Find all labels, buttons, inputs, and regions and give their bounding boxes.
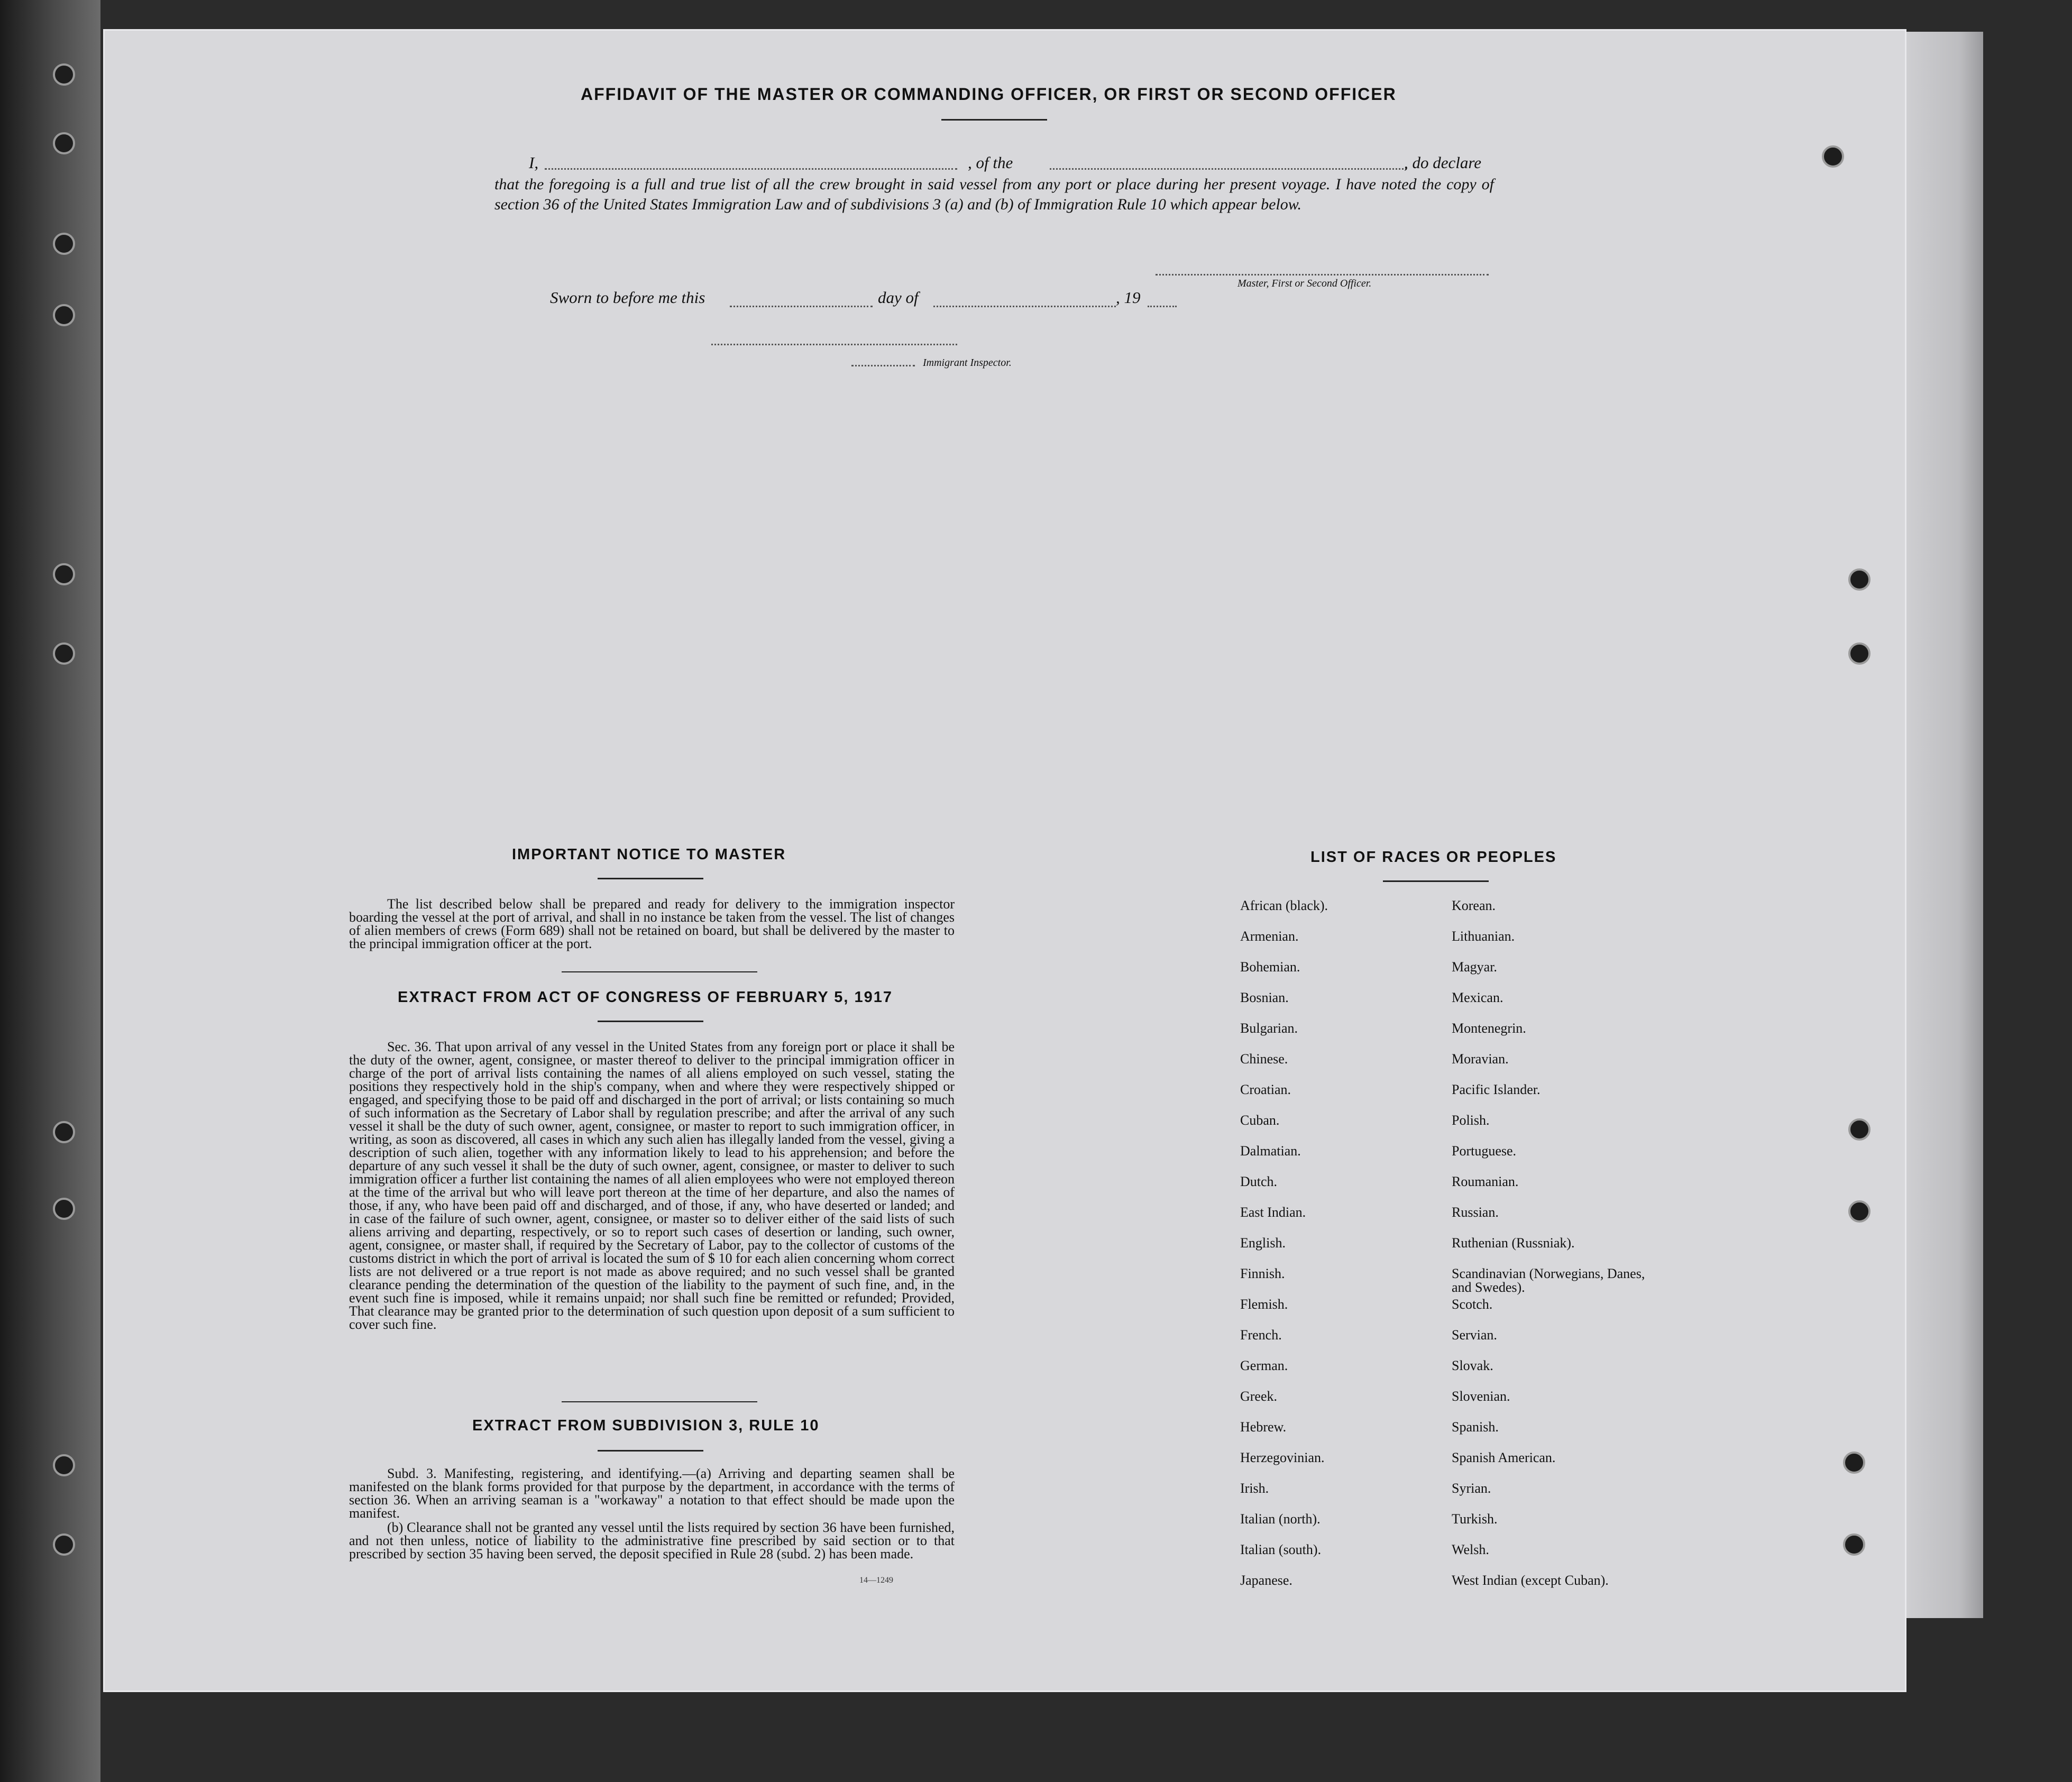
act-extract-divider <box>562 1401 757 1402</box>
race-entry: Bosnian. <box>1240 990 1289 1005</box>
affidavit-title-rule <box>941 119 1047 121</box>
vessel-blank <box>1050 168 1407 170</box>
race-entry: West Indian (except Cuban). <box>1452 1573 1609 1588</box>
sworn-day-blank <box>730 306 873 307</box>
affidavit-text: that the foregoing is a full and true list of all the crew brought in said vessel from any port or place during her present voyage. I have noted the copy of section 36 of the United States Immigration Law and of subdivisions 3 (a) and (b) of Immigration Rule 10 which appear below. <box>494 176 1494 213</box>
race-entry: Russian. <box>1452 1205 1499 1220</box>
race-entry: East Indian. <box>1240 1205 1306 1220</box>
race-entry: Montenegrin. <box>1452 1021 1526 1036</box>
scan-left-edge <box>0 0 100 1782</box>
sworn-month-blank <box>933 306 1116 307</box>
race-entry: Armenian. <box>1240 929 1299 944</box>
race-entry: Greek. <box>1240 1389 1278 1404</box>
sworn-prefix: Sworn to before me this <box>550 288 705 307</box>
punch-hole <box>1843 1533 1865 1556</box>
race-entry: Roumanian. <box>1452 1174 1519 1189</box>
race-entry: Slovak. <box>1452 1358 1493 1373</box>
races-column-1 <box>1240 899 1452 1604</box>
races-title-rule <box>1383 880 1489 882</box>
race-entry: Cuban. <box>1240 1113 1280 1128</box>
race-entry: Croatian. <box>1240 1082 1291 1097</box>
race-entry: Moravian. <box>1452 1051 1509 1067</box>
punch-hole <box>1848 1200 1871 1223</box>
act-extract-title: EXTRACT FROM ACT OF CONGRESS OF FEBRUARY 5, 1917 <box>398 989 893 1006</box>
race-entry: Bulgarian. <box>1240 1021 1298 1036</box>
punch-hole <box>1822 145 1844 168</box>
race-entry: Chinese. <box>1240 1051 1288 1067</box>
binder-hole <box>53 642 75 665</box>
sworn-day-of: day of <box>878 288 919 307</box>
races-title: LIST OF RACES OR PEOPLES <box>1310 849 1557 866</box>
race-entry: African (black). <box>1240 898 1328 913</box>
binder-hole <box>53 1121 75 1143</box>
race-entry: Mexican. <box>1452 990 1503 1005</box>
race-entry: Slovenian. <box>1452 1389 1510 1404</box>
race-entry: Italian (north). <box>1240 1511 1321 1527</box>
binder-hole <box>53 1198 75 1220</box>
name-blank <box>545 168 957 170</box>
rule-extract-text-a: Subd. 3. Manifesting, registering, and identifying.—(a) Arriving and departing seamen shall be manifested on the blank forms provided for that purpose by the department, in accordance with the terms of section 36. When an arriving seaman is a "workaway" a notation to that effect should be made upon the manifest. <box>349 1466 955 1521</box>
punch-hole <box>1848 1118 1871 1141</box>
race-entry: Irish. <box>1240 1481 1269 1496</box>
binder-hole <box>53 233 75 255</box>
affidavit-line-of-the: , of the <box>968 153 1013 172</box>
notice-divider <box>562 971 757 972</box>
inspector-label: Immigrant Inspector. <box>923 357 1012 369</box>
race-entry: Dalmatian. <box>1240 1143 1301 1159</box>
race-entry: Turkish. <box>1452 1511 1498 1527</box>
notice-text: The list described below shall be prepared and ready for delivery to the immigration inspector boarding the vessel at the port of arrival, and shall in no instance be taken from the vessel. The list of changes of alien members of crews (Form 689) shall not be retained on board, but shall be delivered by the master to the principal immigration officer at the port. <box>349 896 955 951</box>
race-entry: Hebrew. <box>1240 1419 1287 1435</box>
race-entry: Magyar. <box>1452 959 1497 975</box>
race-entry: Dutch. <box>1240 1174 1278 1189</box>
form-number: 14—1249 <box>859 1576 893 1585</box>
race-entry: French. <box>1240 1327 1282 1343</box>
sworn-year: , 19 <box>1116 288 1141 307</box>
rule-extract-text-b: (b) Clearance shall not be granted any vessel until the lists required by section 36 have been furnished, and not then unless, notice of liability to the administrative fine prescribed by said section or to that prescribed by section 35 having been served, the deposit specified in Rule 28 (subd. 2) has been made. <box>349 1520 955 1561</box>
race-entry: English. <box>1240 1235 1286 1251</box>
rule-extract-title-rule <box>598 1450 703 1452</box>
race-entry: Scandinavian (Norwegians, Danes, and Swedes). <box>1452 1266 1645 1295</box>
race-entry: Korean. <box>1452 898 1496 913</box>
affidavit-line-declare: , do declare <box>1404 153 1482 172</box>
affidavit-line-i: I, <box>529 153 539 172</box>
race-entry: Syrian. <box>1452 1481 1491 1496</box>
binder-hole <box>53 132 75 154</box>
scan-right-edge <box>1904 32 1983 1618</box>
race-entry: Servian. <box>1452 1327 1497 1343</box>
race-entry: Ruthenian (Russniak). <box>1452 1235 1575 1251</box>
race-entry: Flemish. <box>1240 1297 1288 1312</box>
race-entry: Finnish. <box>1240 1266 1285 1281</box>
race-entry: German. <box>1240 1358 1288 1373</box>
punch-hole <box>1848 568 1871 591</box>
act-extract-title-rule <box>598 1021 703 1022</box>
notice-title: IMPORTANT NOTICE TO MASTER <box>512 846 786 863</box>
race-entry: Bohemian. <box>1240 959 1300 975</box>
notice-title-rule <box>598 878 703 879</box>
punch-hole <box>1843 1452 1865 1474</box>
signature-label: Master, First or Second Officer. <box>1237 278 1372 289</box>
race-entry: Pacific Islander. <box>1452 1082 1541 1097</box>
binder-hole <box>53 63 75 86</box>
affidavit-title: AFFIDAVIT OF THE MASTER OR COMMANDING OFFICER, OR FIRST OR SECOND OFFICER <box>581 85 1397 104</box>
binder-hole <box>53 304 75 326</box>
race-entry: Spanish. <box>1452 1419 1499 1435</box>
race-entry: Spanish American. <box>1452 1450 1556 1465</box>
binder-hole <box>53 1533 75 1556</box>
race-entry: Italian (south). <box>1240 1542 1322 1557</box>
sworn-year-blank <box>1148 306 1177 307</box>
inspector-prefix-blank <box>851 365 915 366</box>
races-column-2 <box>1452 899 1663 1604</box>
race-entry: Lithuanian. <box>1452 929 1515 944</box>
race-entry: Japanese. <box>1240 1573 1292 1588</box>
signature-blank <box>1156 274 1489 275</box>
race-entry: Scotch. <box>1452 1297 1493 1312</box>
inspector-signature-blank <box>711 344 957 345</box>
race-entry: Herzegovinian. <box>1240 1450 1325 1465</box>
binder-hole <box>53 1454 75 1476</box>
punch-hole <box>1848 642 1871 665</box>
act-extract-text: Sec. 36. That upon arrival of any vessel in the United States from any foreign port or place it shall be the duty of the owner, agent, consignee, or master thereof to deliver to the principal immigration officer in charge of the port of arrival lists containing the names of all aliens employed on such vessel, stating the positions they respectively hold in the ship's company, when and where they were respectively shipped or engaged, and specifying those to be paid off and discharged in the port of arrival; or lists containing so much of such information as the Secretary of Labor shall by regulation prescribe; and after the arrival of any such vessel it shall be the duty of such owner, agent, consignee, or master to report to such immigration officer, in writing, as soon as discovered, all cases in which any such alien has illegally landed from the vessel, giving a description of such alien, together with any information likely to lead to his apprehension; and before the departure of any such vessel it shall be the duty of such owner, agent, consignee, or master to deliver to such immigration officer a further list containing the names of all alien employees who were not employed thereon at the time of the arrival but who will leave port thereon at the time of her departure, and also the names of those, if any, who have been paid off and discharged, and of those, if any, who have deserted or landed; and in case of the failure of such owner, agent, consignee, or master so to deliver either of the said lists of such aliens arriving and departing, respectively, or so to report such cases of desertion or landing, such owner, agent, consignee, or master shall, if required by the Secretary of Labor, pay to the collector of customs of the customs district in which the port of arrival is located the sum of $ 10 for each alien concerning whom correct lists are not delivered or a true report is not made as above required; and no such vessel shall be granted clearance pending the determination of the question of the liability to the payment of such fine, and, in the event such fine is imposed, while it remains unpaid; nor shall such fine be remitted or refunded; Provided, That clearance may be granted prior to the determination of such question upon deposit of a sum sufficient to cover such fine. <box>349 1039 955 1332</box>
race-entry: Polish. <box>1452 1113 1490 1128</box>
race-entry: Welsh. <box>1452 1542 1489 1557</box>
race-entry: Portuguese. <box>1452 1143 1517 1159</box>
binder-hole <box>53 563 75 585</box>
rule-extract-title: EXTRACT FROM SUBDIVISION 3, RULE 10 <box>472 1417 820 1434</box>
